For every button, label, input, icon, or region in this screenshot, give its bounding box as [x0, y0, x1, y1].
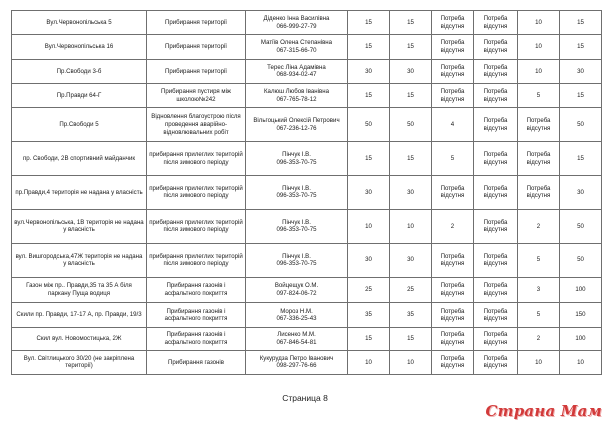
need-cell-3: 5 — [432, 142, 474, 176]
need-cell-5: Потреба відсутня — [518, 108, 560, 142]
need-cell-5: 10 — [518, 11, 560, 35]
volume-cell-1: 15 — [348, 328, 390, 350]
work-cell: Прибирання газонів і асфальтного покриття — [147, 328, 246, 350]
need-cell-3: Потреба відсутня — [432, 350, 474, 374]
table-row — [12, 303, 602, 328]
volume-cell-1: 10 — [348, 350, 390, 374]
need-cell-4: Потреба відсутня — [474, 350, 518, 374]
work-cell: Прибирання газонів і асфальтного покриття — [147, 277, 246, 302]
contact-cell: Пінчук І.В. 096-353-70-75 — [246, 142, 348, 176]
volume-cell-1: 35 — [348, 303, 390, 328]
volume-cell-6: 15 — [560, 83, 602, 107]
work-cell: Прибирання пустиря між школою№242 — [147, 83, 246, 107]
work-cell: Прибирання газонів — [147, 350, 246, 374]
contact-cell: Войцещук О.М. 097-824-06-72 — [246, 277, 348, 302]
need-cell-3: Потреба відсутня — [432, 35, 474, 59]
table-row — [12, 350, 602, 374]
address-cell: Скил вул. Новомостицька, 2Ж — [12, 328, 147, 350]
volume-cell-2: 10 — [390, 209, 432, 243]
volume-cell-1: 15 — [348, 83, 390, 107]
volume-cell-2: 30 — [390, 59, 432, 83]
work-cell: Прибирання території — [147, 11, 246, 35]
address-cell: Пр.Свободи 3-б — [12, 59, 147, 83]
work-cell: прибирання прилеглих територій після зимового періоду — [147, 142, 246, 176]
need-cell-3: Потреба відсутня — [432, 243, 474, 277]
contact-cell: Кукурудза Петро Іванович 098-297-76-66 — [246, 350, 348, 374]
address-cell: вул. Вишгородська,47Ж територія не надана у власність — [12, 243, 147, 277]
volume-cell-1: 15 — [348, 11, 390, 35]
need-cell-4: Потреба відсутня — [474, 35, 518, 59]
table-row — [12, 277, 602, 302]
volume-cell-2: 15 — [390, 11, 432, 35]
volume-cell-2: 15 — [390, 142, 432, 176]
table-row — [12, 243, 602, 277]
contact-cell: Лисенко М.М. 067-846-54-81 — [246, 328, 348, 350]
need-cell-4: Потреба відсутня — [474, 11, 518, 35]
table-row — [12, 328, 602, 350]
address-cell: Пр.Правди 64-Г — [12, 83, 147, 107]
volume-cell-6: 15 — [560, 11, 602, 35]
volume-cell-6: 100 — [560, 277, 602, 302]
work-cell: прибирання прилеглих територій після зимового періоду — [147, 176, 246, 210]
page-number: Страница 8 — [282, 393, 328, 403]
contact-cell: Вільгоцький Олексій Петрович 067-236-12-76 — [246, 108, 348, 142]
need-cell-5: 2 — [518, 328, 560, 350]
contact-cell: Мороз Н.М. 067-336-25-43 — [246, 303, 348, 328]
need-cell-3: Потреба відсутня — [432, 277, 474, 302]
table-row — [12, 176, 602, 210]
need-cell-4: Потреба відсутня — [474, 176, 518, 210]
need-cell-4: Потреба відсутня — [474, 243, 518, 277]
table-body — [12, 11, 602, 375]
address-cell: пр. Свободи, 2В спортивний майданчик — [12, 142, 147, 176]
volume-cell-6: 10 — [560, 350, 602, 374]
need-cell-5: 10 — [518, 350, 560, 374]
need-cell-4: Потреба відсутня — [474, 209, 518, 243]
need-cell-4: Потреба відсутня — [474, 83, 518, 107]
need-cell-3: Потреба відсутня — [432, 83, 474, 107]
volume-cell-6: 150 — [560, 303, 602, 328]
need-cell-4: Потреба відсутня — [474, 142, 518, 176]
need-cell-5: Потреба відсутня — [518, 176, 560, 210]
table-row — [12, 108, 602, 142]
volume-cell-2: 25 — [390, 277, 432, 302]
volume-cell-1: 15 — [348, 142, 390, 176]
volume-cell-1: 30 — [348, 243, 390, 277]
need-cell-5: 5 — [518, 243, 560, 277]
need-cell-5: 3 — [518, 277, 560, 302]
need-cell-5: Потреба відсутня — [518, 142, 560, 176]
need-cell-4: Потреба відсутня — [474, 108, 518, 142]
table-row — [12, 142, 602, 176]
need-cell-5: 5 — [518, 303, 560, 328]
address-cell: Вул.Червонопільська 16 — [12, 35, 147, 59]
address-cell: Вул.Червонопільська 5 — [12, 11, 147, 35]
table-row — [12, 209, 602, 243]
need-cell-4: Потреба відсутня — [474, 277, 518, 302]
volume-cell-2: 15 — [390, 35, 432, 59]
need-cell-4: Потреба відсутня — [474, 303, 518, 328]
address-cell: Скили пр. Правди, 17-17 А, пр. Правди, 19/3 — [12, 303, 147, 328]
contact-cell: Пінчук І.В. 096-353-70-75 — [246, 176, 348, 210]
contact-cell: Терес Ліна Адамівна 068-934-02-47 — [246, 59, 348, 83]
volume-cell-1: 50 — [348, 108, 390, 142]
table-row — [12, 11, 602, 35]
need-cell-3: Потреба відсутня — [432, 11, 474, 35]
work-cell: Прибирання території — [147, 59, 246, 83]
table-row — [12, 83, 602, 107]
work-cell: Прибирання газонів і асфальтного покриття — [147, 303, 246, 328]
volume-cell-1: 30 — [348, 176, 390, 210]
volume-cell-6: 100 — [560, 328, 602, 350]
volume-cell-2: 15 — [390, 83, 432, 107]
need-cell-5: 10 — [518, 59, 560, 83]
volume-cell-2: 30 — [390, 243, 432, 277]
address-cell: Вул. Світлицького 30/20 (не закріплена території) — [12, 350, 147, 374]
address-cell: пр.Правди,4 територія не надана у власність — [12, 176, 147, 210]
need-cell-3: Потреба відсутня — [432, 303, 474, 328]
volume-cell-2: 15 — [390, 328, 432, 350]
need-cell-3: Потреба відсутня — [432, 328, 474, 350]
work-cell: Прибирання території — [147, 35, 246, 59]
work-cell: прибирання прилеглих територій після зимового періоду — [147, 243, 246, 277]
contact-cell: Пінчук І.В. 096-353-70-75 — [246, 243, 348, 277]
need-cell-3: 2 — [432, 209, 474, 243]
contact-cell: Діденко Інна Василівна 066-999-27-79 — [246, 11, 348, 35]
volume-cell-6: 50 — [560, 243, 602, 277]
volume-cell-6: 30 — [560, 176, 602, 210]
table-row — [12, 35, 602, 59]
address-cell: Пр.Свободи 5 — [12, 108, 147, 142]
volume-cell-6: 30 — [560, 59, 602, 83]
volume-cell-2: 35 — [390, 303, 432, 328]
volume-cell-2: 50 — [390, 108, 432, 142]
table-row — [12, 59, 602, 83]
need-cell-4: Потреба відсутня — [474, 59, 518, 83]
work-cell: прибирання прилеглих територій після зимового періоду — [147, 209, 246, 243]
address-cell: Газон між пр.. Правди,35 та 35 А біля паркану Пуща водиця — [12, 277, 147, 302]
need-cell-5: 5 — [518, 83, 560, 107]
volume-cell-1: 25 — [348, 277, 390, 302]
need-cell-5: 10 — [518, 35, 560, 59]
site-watermark: Страна Мам — [485, 402, 602, 420]
volume-cell-2: 30 — [390, 176, 432, 210]
contact-cell: Калюш Любов Іванівна 067-765-78-12 — [246, 83, 348, 107]
volume-cell-1: 10 — [348, 209, 390, 243]
need-cell-3: 4 — [432, 108, 474, 142]
volume-cell-1: 15 — [348, 35, 390, 59]
volume-cell-2: 10 — [390, 350, 432, 374]
need-cell-3: Потреба відсутня — [432, 176, 474, 210]
contact-cell: Пінчук І.В. 096-353-70-75 — [246, 209, 348, 243]
volume-cell-6: 50 — [560, 108, 602, 142]
work-cell: Відновлення благоустрою після проведення аварійно-відновлювальних робіт — [147, 108, 246, 142]
volume-cell-6: 15 — [560, 35, 602, 59]
works-table — [11, 10, 602, 375]
need-cell-4: Потреба відсутня — [474, 328, 518, 350]
need-cell-3: Потреба відсутня — [432, 59, 474, 83]
volume-cell-6: 15 — [560, 142, 602, 176]
address-cell: вул.Червонопільська, 1В територія не надана у власність — [12, 209, 147, 243]
need-cell-5: 2 — [518, 209, 560, 243]
volume-cell-1: 30 — [348, 59, 390, 83]
contact-cell: Матіїв Олена Степанівна 067-315-66-70 — [246, 35, 348, 59]
volume-cell-6: 50 — [560, 209, 602, 243]
